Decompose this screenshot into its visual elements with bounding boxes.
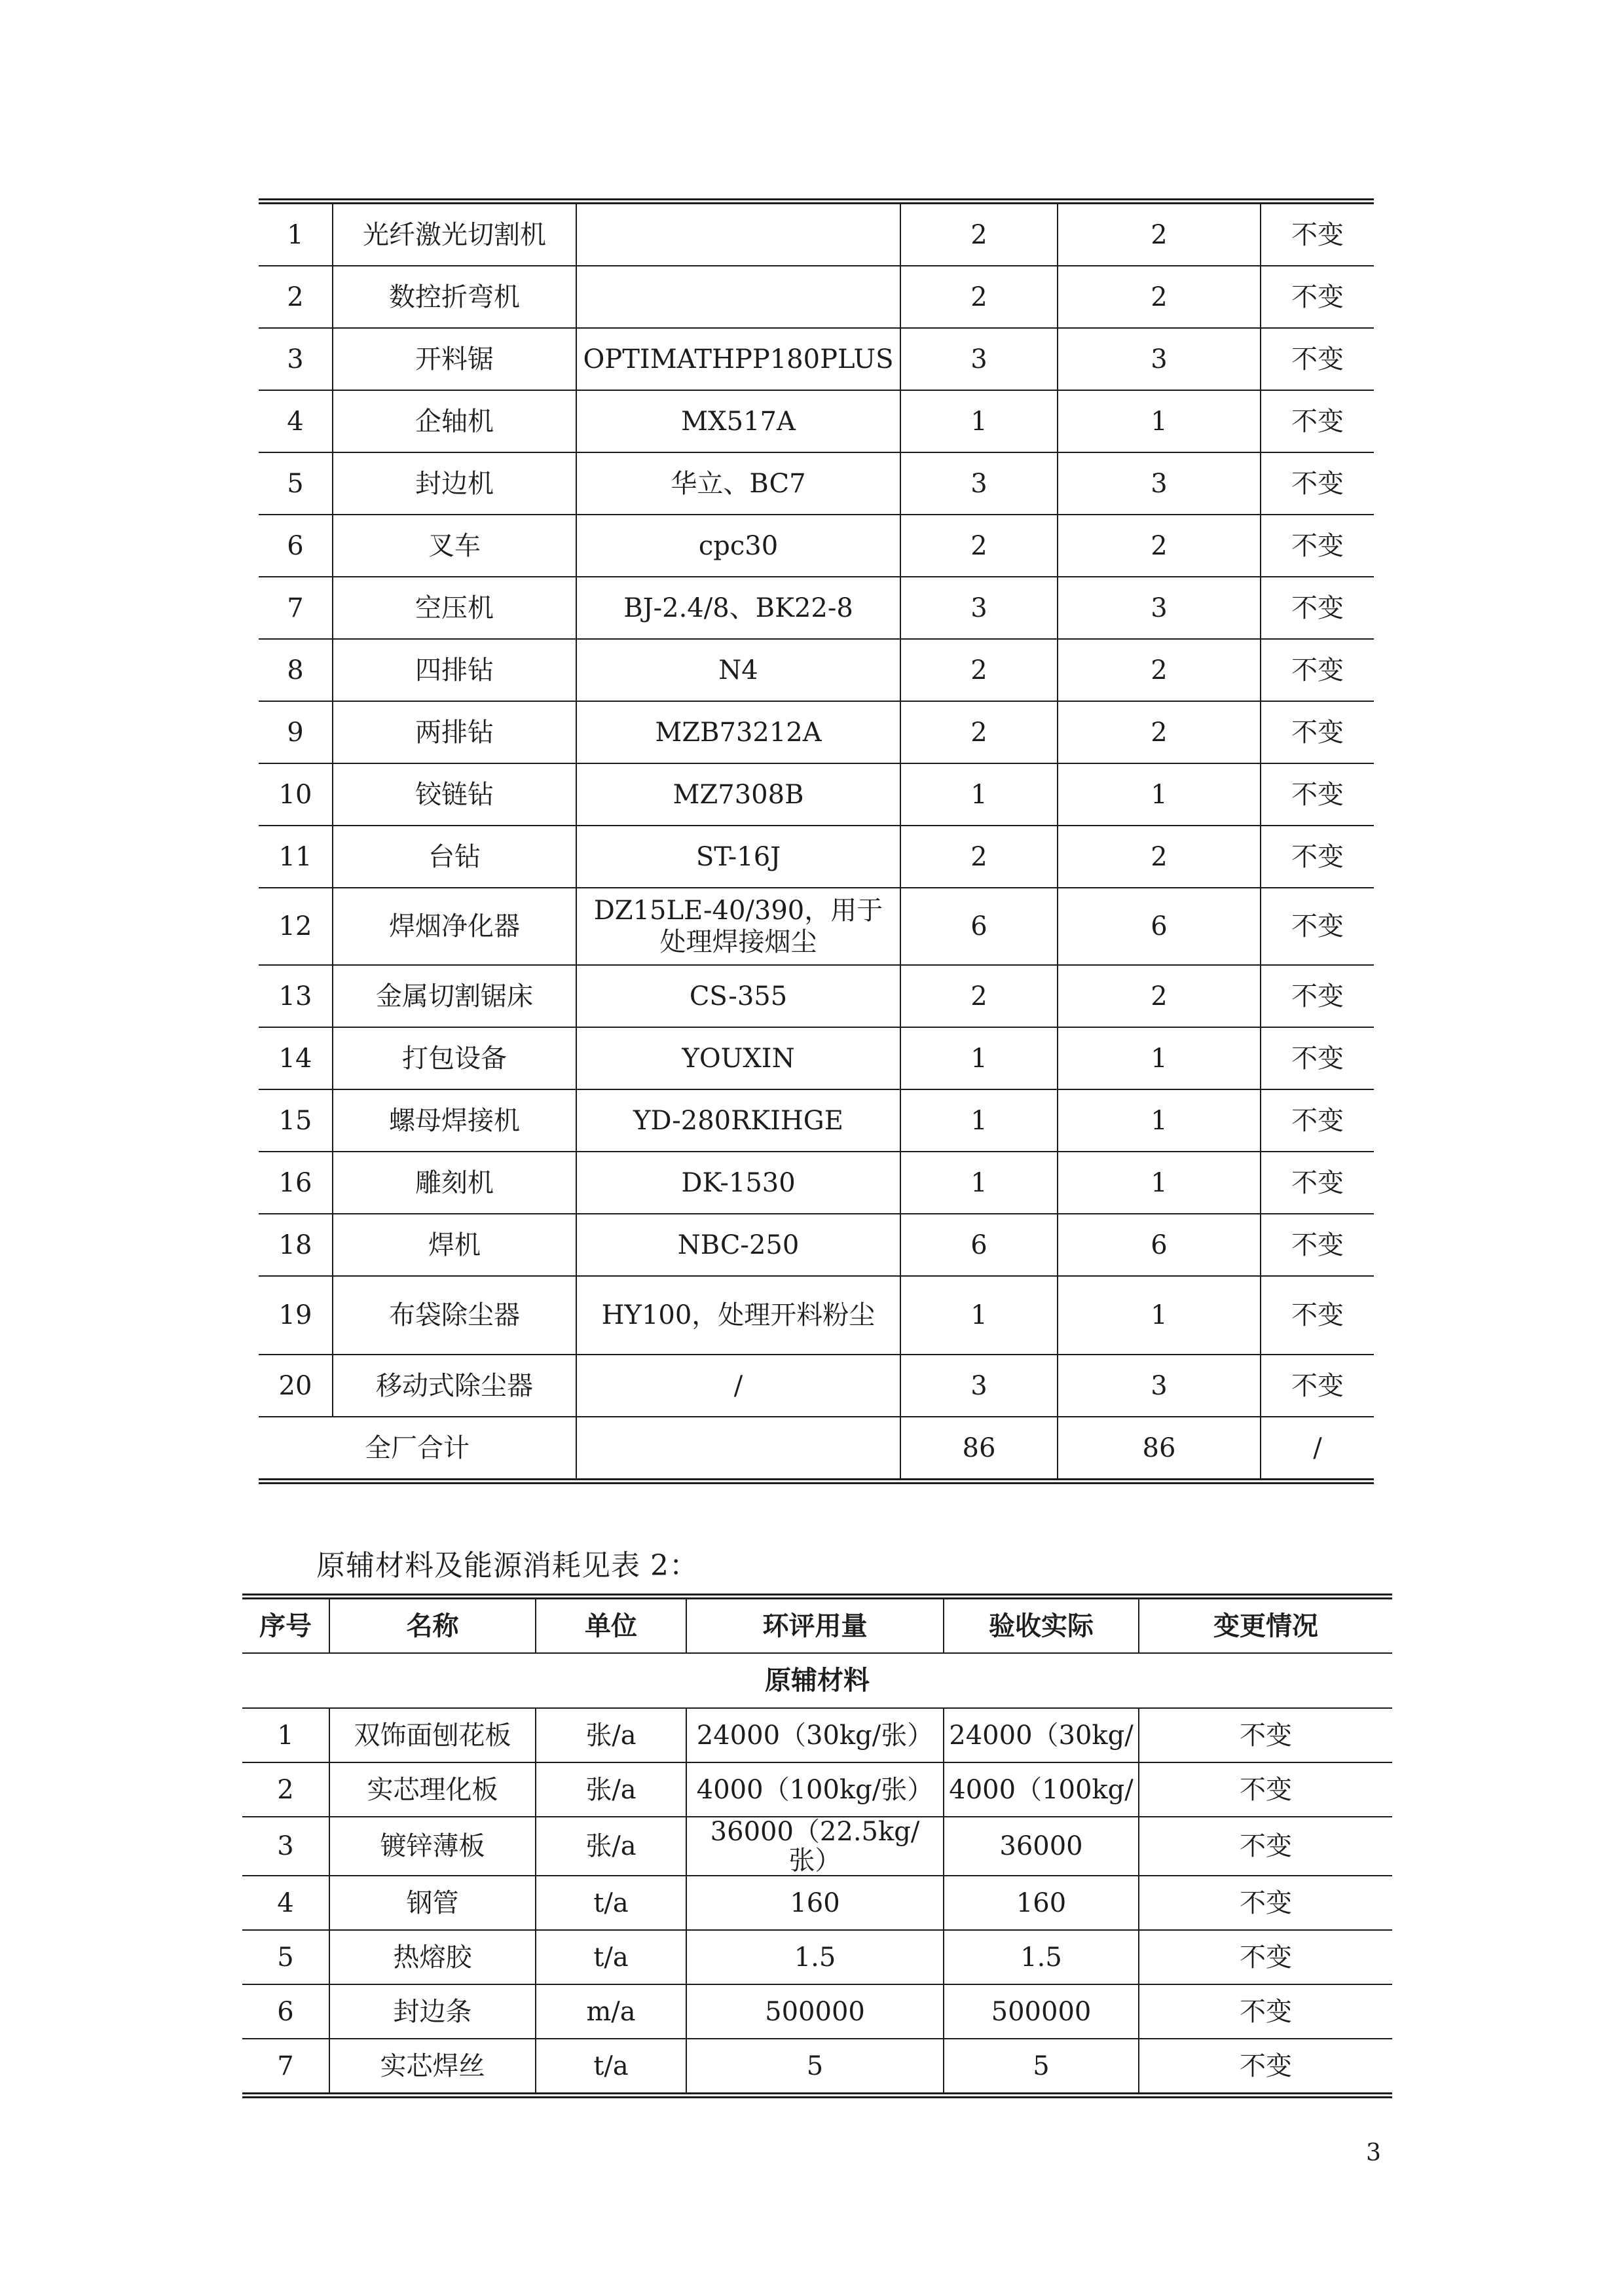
eia-amount: 5 bbox=[686, 2039, 944, 2096]
actual-count: 2 bbox=[1058, 515, 1261, 577]
equipment-model: / bbox=[576, 1355, 900, 1417]
table-row bbox=[259, 763, 1374, 826]
equipment-name: 雕刻机 bbox=[333, 1152, 576, 1214]
table-row bbox=[259, 1355, 1374, 1417]
total-actual: 86 bbox=[1058, 1417, 1261, 1482]
equipment-name: 两排钻 bbox=[333, 701, 576, 763]
equipment-name: 开料锯 bbox=[333, 328, 576, 390]
table-caption: 原辅材料及能源消耗见表 2： bbox=[316, 1549, 699, 1582]
eia-count: 2 bbox=[900, 266, 1058, 328]
equipment-name: 焊机 bbox=[333, 1214, 576, 1276]
eia-amount: 24000（30kg/张） bbox=[686, 1708, 944, 1762]
table-row bbox=[259, 1152, 1374, 1214]
change-status: 不变 bbox=[1261, 1276, 1374, 1355]
actual-count: 6 bbox=[1058, 1214, 1261, 1276]
eia-amount: 1.5 bbox=[686, 1930, 944, 1984]
actual-count: 1 bbox=[1058, 763, 1261, 826]
change-status: 不变 bbox=[1139, 1876, 1392, 1930]
equipment-model: ST-16J bbox=[576, 826, 900, 888]
row-no: 18 bbox=[259, 1214, 333, 1276]
table-row bbox=[259, 266, 1374, 328]
row-no: 13 bbox=[259, 965, 333, 1027]
change-status: 不变 bbox=[1261, 888, 1374, 965]
change-status: 不变 bbox=[1261, 266, 1374, 328]
row-no: 1 bbox=[242, 1708, 329, 1762]
table-row bbox=[259, 701, 1374, 763]
eia-amount: 4000（100kg/张） bbox=[686, 1762, 944, 1817]
change-status: 不变 bbox=[1261, 577, 1374, 639]
actual-count: 2 bbox=[1058, 202, 1261, 266]
row-no: 1 bbox=[259, 202, 333, 266]
material-name: 镀锌薄板 bbox=[329, 1817, 536, 1876]
eia-count: 2 bbox=[900, 639, 1058, 701]
equipment-name: 数控折弯机 bbox=[333, 266, 576, 328]
change-status: 不变 bbox=[1139, 1817, 1392, 1876]
table-row bbox=[259, 202, 1374, 266]
row-no: 10 bbox=[259, 763, 333, 826]
row-no: 15 bbox=[259, 1089, 333, 1152]
table-row bbox=[259, 826, 1374, 888]
equipment-name: 焊烟净化器 bbox=[333, 888, 576, 965]
equipment-model: DK-1530 bbox=[576, 1152, 900, 1214]
table-row bbox=[259, 888, 1374, 965]
page-number: 3 bbox=[1366, 2140, 1381, 2166]
eia-count: 3 bbox=[900, 452, 1058, 515]
table-row bbox=[242, 2039, 1392, 2096]
table-header-row bbox=[242, 1597, 1392, 1654]
change-status: 不变 bbox=[1261, 965, 1374, 1027]
eia-count: 2 bbox=[900, 701, 1058, 763]
total-change: / bbox=[1261, 1417, 1374, 1482]
total-label: 全厂合计 bbox=[259, 1417, 576, 1482]
equipment-model: DZ15LE-40/390，用于处理焊接烟尘 bbox=[576, 888, 900, 965]
equipment-table bbox=[259, 198, 1374, 1484]
eia-count: 3 bbox=[900, 328, 1058, 390]
material-unit: t/a bbox=[536, 1876, 686, 1930]
material-name: 热熔胶 bbox=[329, 1930, 536, 1984]
row-no: 3 bbox=[259, 328, 333, 390]
change-status: 不变 bbox=[1139, 1984, 1392, 2039]
equipment-model: MZB73212A bbox=[576, 701, 900, 763]
actual-count: 2 bbox=[1058, 701, 1261, 763]
eia-count: 2 bbox=[900, 965, 1058, 1027]
section-row bbox=[242, 1653, 1392, 1708]
eia-count: 1 bbox=[900, 763, 1058, 826]
equipment-model: YOUXIN bbox=[576, 1027, 900, 1089]
equipment-name: 光纤激光切割机 bbox=[333, 202, 576, 266]
table-row bbox=[242, 1876, 1392, 1930]
equipment-name: 企轴机 bbox=[333, 390, 576, 452]
material-unit: 张/a bbox=[536, 1817, 686, 1876]
eia-amount: 36000（22.5kg/张） bbox=[686, 1817, 944, 1876]
table-row bbox=[242, 1984, 1392, 2039]
table-row bbox=[259, 1089, 1374, 1152]
header-unit: 单位 bbox=[536, 1597, 686, 1654]
equipment-name: 打包设备 bbox=[333, 1027, 576, 1089]
equipment-model: HY100，处理开料粉尘 bbox=[576, 1276, 900, 1355]
equipment-name: 移动式除尘器 bbox=[333, 1355, 576, 1417]
material-unit: 张/a bbox=[536, 1708, 686, 1762]
material-unit: m/a bbox=[536, 1984, 686, 2039]
actual-count: 2 bbox=[1058, 266, 1261, 328]
row-no: 6 bbox=[259, 515, 333, 577]
equipment-name: 金属切割锯床 bbox=[333, 965, 576, 1027]
row-no: 2 bbox=[259, 266, 333, 328]
row-no: 2 bbox=[242, 1762, 329, 1817]
actual-count: 2 bbox=[1058, 826, 1261, 888]
change-status: 不变 bbox=[1261, 1214, 1374, 1276]
eia-count: 3 bbox=[900, 1355, 1058, 1417]
table-row bbox=[259, 1214, 1374, 1276]
equipment-name: 布袋除尘器 bbox=[333, 1276, 576, 1355]
actual-amount: 1.5 bbox=[944, 1930, 1139, 1984]
change-status: 不变 bbox=[1261, 1152, 1374, 1214]
change-status: 不变 bbox=[1261, 328, 1374, 390]
actual-count: 3 bbox=[1058, 328, 1261, 390]
header-eia: 环评用量 bbox=[686, 1597, 944, 1654]
equipment-name: 封边机 bbox=[333, 452, 576, 515]
row-no: 7 bbox=[242, 2039, 329, 2096]
actual-count: 1 bbox=[1058, 390, 1261, 452]
actual-count: 3 bbox=[1058, 452, 1261, 515]
eia-count: 1 bbox=[900, 1089, 1058, 1152]
materials-table bbox=[242, 1594, 1392, 2098]
actual-amount: 160 bbox=[944, 1876, 1139, 1930]
equipment-name: 台钻 bbox=[333, 826, 576, 888]
row-no: 4 bbox=[259, 390, 333, 452]
change-status: 不变 bbox=[1261, 701, 1374, 763]
table-row bbox=[259, 515, 1374, 577]
change-status: 不变 bbox=[1261, 1089, 1374, 1152]
row-no: 3 bbox=[242, 1817, 329, 1876]
equipment-model: N4 bbox=[576, 639, 900, 701]
change-status: 不变 bbox=[1139, 1762, 1392, 1817]
table-row bbox=[259, 328, 1374, 390]
table-row bbox=[242, 1930, 1392, 1984]
equipment-model: OPTIMATHPP180PLUS bbox=[576, 328, 900, 390]
material-unit: t/a bbox=[536, 1930, 686, 1984]
equipment-model: MZ7308B bbox=[576, 763, 900, 826]
material-name: 钢管 bbox=[329, 1876, 536, 1930]
table-row bbox=[259, 577, 1374, 639]
header-name: 名称 bbox=[329, 1597, 536, 1654]
row-no: 5 bbox=[259, 452, 333, 515]
change-status: 不变 bbox=[1261, 515, 1374, 577]
eia-count: 3 bbox=[900, 577, 1058, 639]
row-no: 8 bbox=[259, 639, 333, 701]
table-row bbox=[259, 1276, 1374, 1355]
total-row bbox=[259, 1417, 1374, 1482]
equipment-name: 四排钻 bbox=[333, 639, 576, 701]
equipment-model: CS-355 bbox=[576, 965, 900, 1027]
material-unit: 张/a bbox=[536, 1762, 686, 1817]
material-name: 双饰面刨花板 bbox=[329, 1708, 536, 1762]
table-row bbox=[259, 639, 1374, 701]
actual-count: 1 bbox=[1058, 1089, 1261, 1152]
table-row bbox=[259, 390, 1374, 452]
row-no: 11 bbox=[259, 826, 333, 888]
change-status: 不变 bbox=[1139, 1930, 1392, 1984]
eia-count: 1 bbox=[900, 1027, 1058, 1089]
change-status: 不变 bbox=[1261, 826, 1374, 888]
total-eia: 86 bbox=[900, 1417, 1058, 1482]
change-status: 不变 bbox=[1139, 1708, 1392, 1762]
change-status: 不变 bbox=[1261, 1027, 1374, 1089]
eia-count: 6 bbox=[900, 1214, 1058, 1276]
eia-count: 2 bbox=[900, 826, 1058, 888]
table-row bbox=[242, 1817, 1392, 1876]
change-status: 不变 bbox=[1261, 452, 1374, 515]
row-no: 4 bbox=[242, 1876, 329, 1930]
table-row bbox=[242, 1708, 1392, 1762]
material-name: 实芯焊丝 bbox=[329, 2039, 536, 2096]
eia-count: 2 bbox=[900, 515, 1058, 577]
table-row bbox=[259, 965, 1374, 1027]
change-status: 不变 bbox=[1261, 763, 1374, 826]
change-status: 不变 bbox=[1261, 390, 1374, 452]
equipment-model: cpc30 bbox=[576, 515, 900, 577]
actual-count: 1 bbox=[1058, 1152, 1261, 1214]
material-unit: t/a bbox=[536, 2039, 686, 2096]
header-actual: 验收实际 bbox=[944, 1597, 1139, 1654]
table-row bbox=[259, 1027, 1374, 1089]
equipment-model: NBC-250 bbox=[576, 1214, 900, 1276]
row-no: 7 bbox=[259, 577, 333, 639]
eia-count: 1 bbox=[900, 1276, 1058, 1355]
change-status: 不变 bbox=[1139, 2039, 1392, 2096]
actual-amount: 5 bbox=[944, 2039, 1139, 2096]
equipment-name: 螺母焊接机 bbox=[333, 1089, 576, 1152]
row-no: 5 bbox=[242, 1930, 329, 1984]
table-row bbox=[242, 1762, 1392, 1817]
equipment-model bbox=[576, 202, 900, 266]
actual-count: 2 bbox=[1058, 639, 1261, 701]
actual-count: 1 bbox=[1058, 1276, 1261, 1355]
equipment-name: 空压机 bbox=[333, 577, 576, 639]
eia-amount: 160 bbox=[686, 1876, 944, 1930]
actual-count: 6 bbox=[1058, 888, 1261, 965]
eia-count: 6 bbox=[900, 888, 1058, 965]
material-name: 封边条 bbox=[329, 1984, 536, 2039]
total-model bbox=[576, 1417, 900, 1482]
row-no: 19 bbox=[259, 1276, 333, 1355]
equipment-model: BJ-2.4/8、BK22-8 bbox=[576, 577, 900, 639]
row-no: 16 bbox=[259, 1152, 333, 1214]
actual-amount: 36000 bbox=[944, 1817, 1139, 1876]
change-status: 不变 bbox=[1261, 639, 1374, 701]
section-title: 原辅材料 bbox=[242, 1653, 1392, 1708]
equipment-model: YD-280RKIHGE bbox=[576, 1089, 900, 1152]
header-change: 变更情况 bbox=[1139, 1597, 1392, 1654]
material-name: 实芯理化板 bbox=[329, 1762, 536, 1817]
row-no: 6 bbox=[242, 1984, 329, 2039]
actual-amount: 4000（100kg/ bbox=[944, 1762, 1139, 1817]
row-no: 14 bbox=[259, 1027, 333, 1089]
equipment-name: 铰链钻 bbox=[333, 763, 576, 826]
row-no: 20 bbox=[259, 1355, 333, 1417]
header-no: 序号 bbox=[242, 1597, 329, 1654]
row-no: 12 bbox=[259, 888, 333, 965]
eia-amount: 500000 bbox=[686, 1984, 944, 2039]
actual-count: 3 bbox=[1058, 577, 1261, 639]
change-status: 不变 bbox=[1261, 1355, 1374, 1417]
actual-amount: 24000（30kg/ bbox=[944, 1708, 1139, 1762]
eia-count: 2 bbox=[900, 202, 1058, 266]
eia-count: 1 bbox=[900, 1152, 1058, 1214]
equipment-name: 叉车 bbox=[333, 515, 576, 577]
equipment-model: MX517A bbox=[576, 390, 900, 452]
equipment-model: 华立、BC7 bbox=[576, 452, 900, 515]
eia-count: 1 bbox=[900, 390, 1058, 452]
row-no: 9 bbox=[259, 701, 333, 763]
change-status: 不变 bbox=[1261, 202, 1374, 266]
actual-count: 2 bbox=[1058, 965, 1261, 1027]
actual-count: 1 bbox=[1058, 1027, 1261, 1089]
actual-count: 3 bbox=[1058, 1355, 1261, 1417]
equipment-model bbox=[576, 266, 900, 328]
table-row bbox=[259, 452, 1374, 515]
actual-amount: 500000 bbox=[944, 1984, 1139, 2039]
